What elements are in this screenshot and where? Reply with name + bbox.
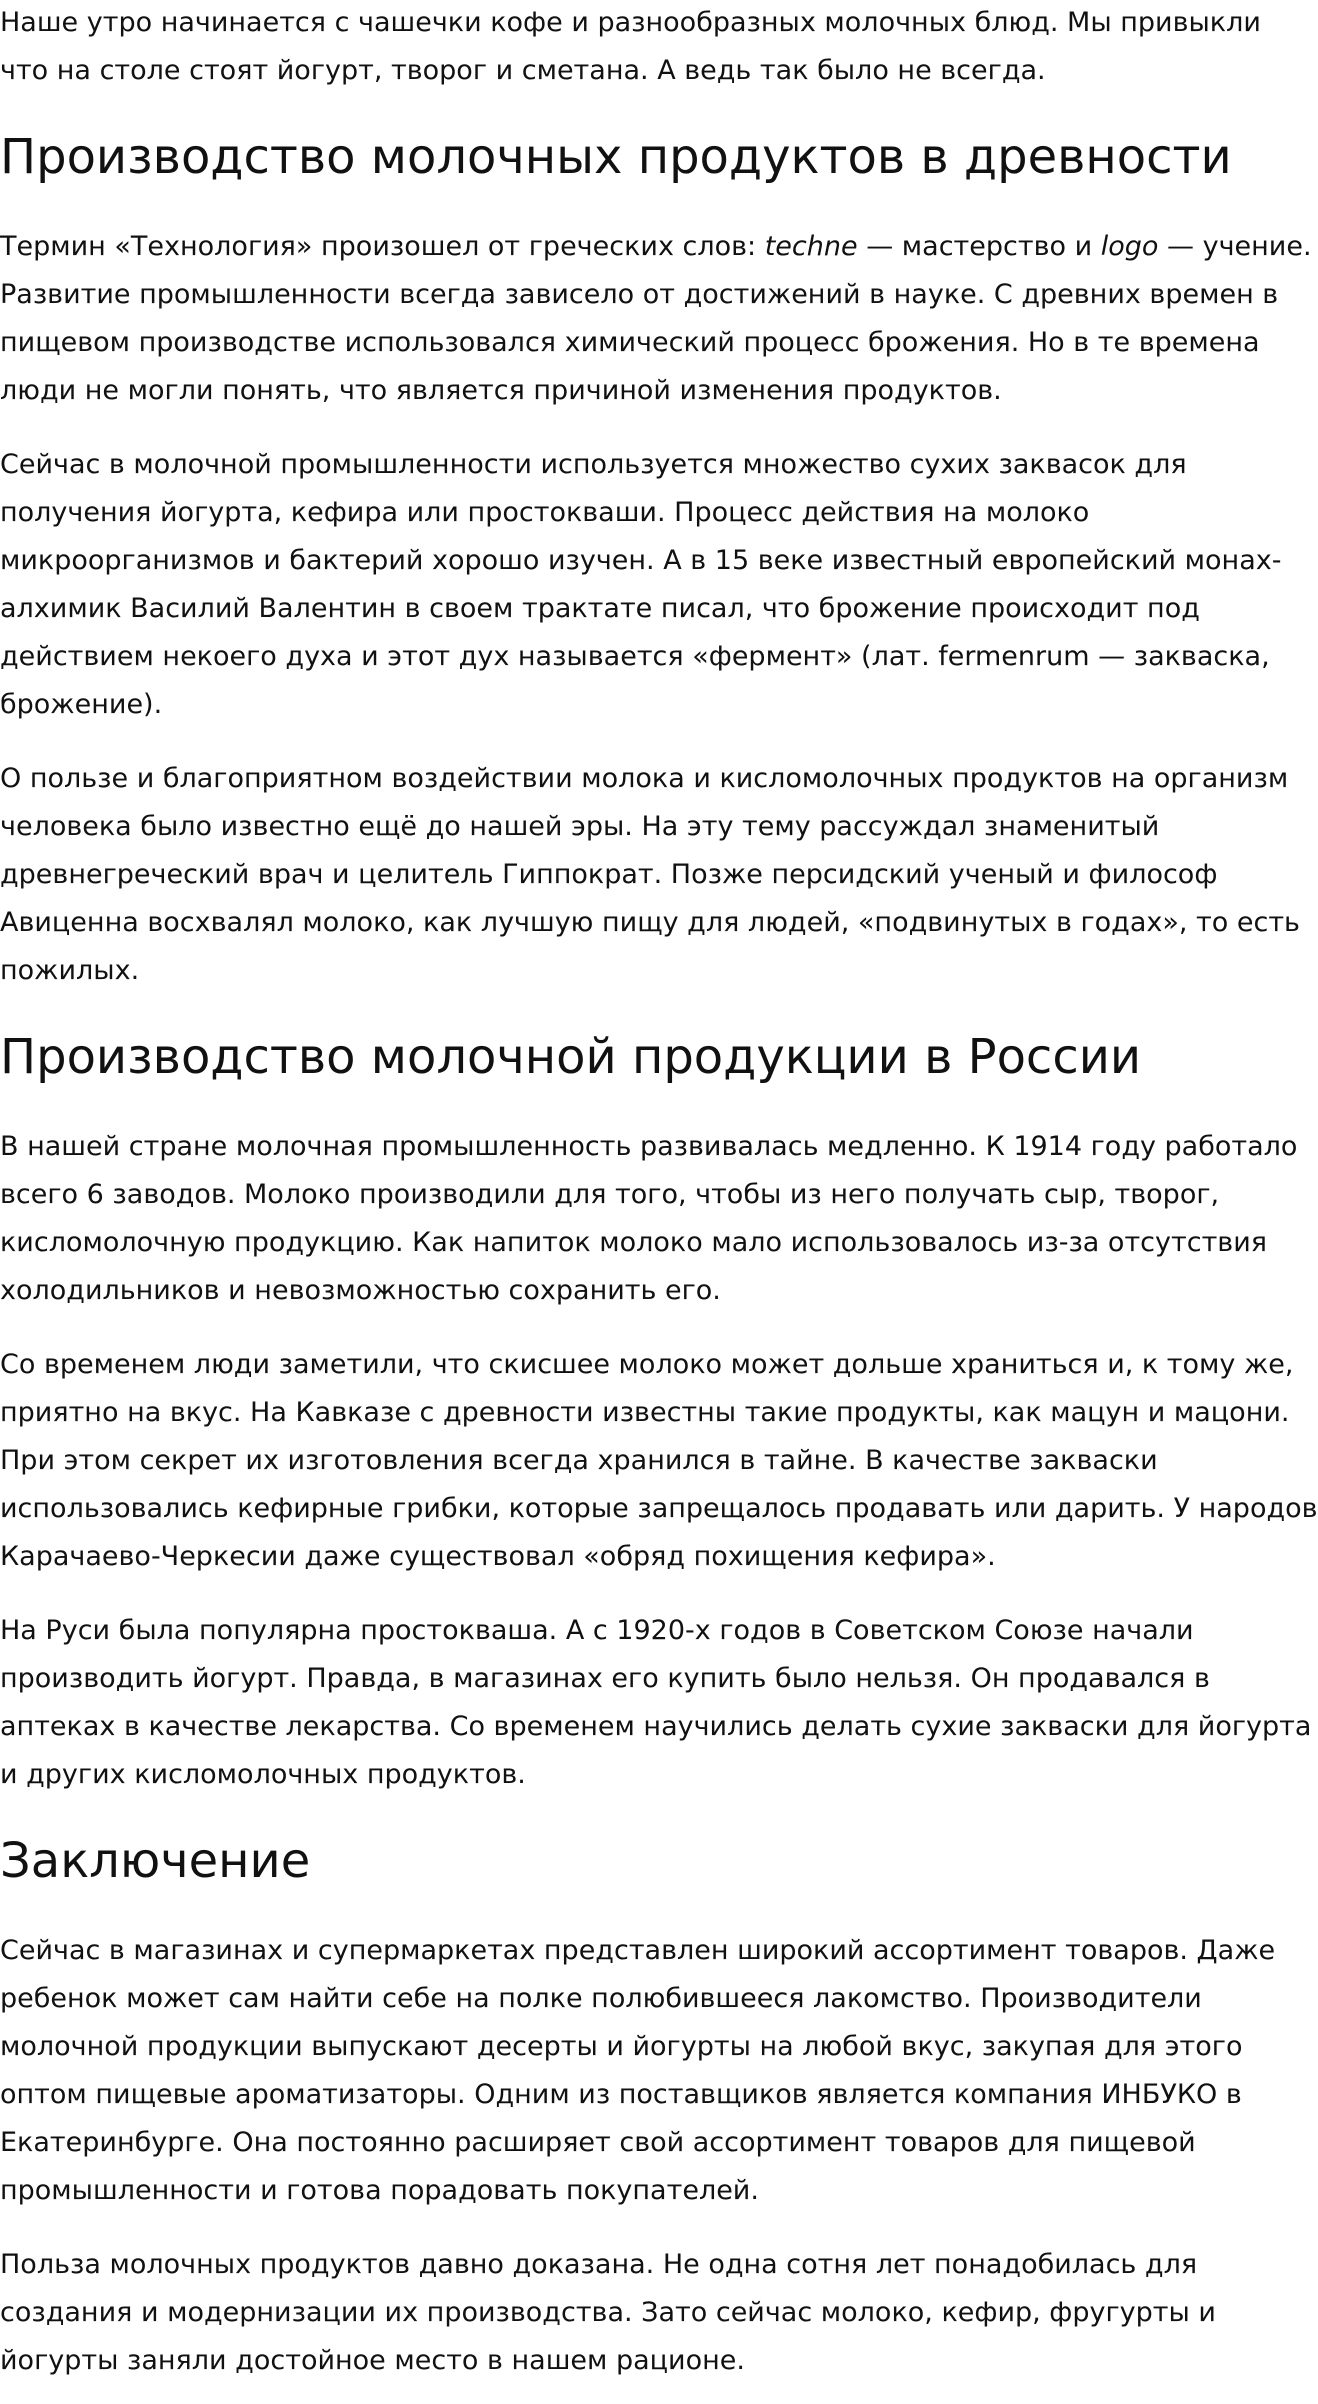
paragraph-assortment: Сейчас в магазинах и супермаркетах представлен широкий ассортимент товаров. Даже ребенок может сам найти себе на полке полюбившееся лакомство. Производители молочной продукции выпускают десерты и йогурты на любой вкус, закупая для этого оптом пищевые ароматизаторы. Одним из поставщиков является компания ИНБУКО в Екатеринбурге. Она постоянно расширяет свой ассортимент товаров для пищевой промышленности и готова порадовать покупателей. [0,1935,1276,2206]
paragraph-russia-industry: В нашей стране молочная промышленность развивалась медленно. К 1914 году работало всего 6 заводов. Молоко производили для того, чтобы из него получать сыр, творог, кисломолочную продукцию. Как напиток молоко мало использовалось из-за отсутствия холодильников и невозможностью сохранить его. [0,1131,1298,1306]
paragraph-benefits: О пользе и благоприятном воздействии молока и кисломолочных продуктов на организм человека было известно ещё до нашей эры. На эту тему рассуждал знаменитый древнегреческий врач и целитель Гиппократ. Позже персидский ученый и философ Авиценна восхвалял молоко, как лучшую пищу для людей, «подвинутых в годах», то есть пожилых. [0,763,1300,986]
heading-conclusion: Заключение [0,1833,311,1889]
paragraph-soviet-yogurt: На Руси была популярна простокваша. А с 1920-х годов в Советском Союзе начали производить йогурт. Правда, в магазинах его купить было нельзя. Он продавался в аптеках в качестве лекарства. Со временем научились делать сухие закваски для йогурта и других кисломолочных продуктов. [0,1615,1312,1790]
intro-paragraph: Наше утро начинается с чашечки кофе и разнообразных молочных блюд. Мы привыкли что на столе стоят йогурт, творог и сметана. А ведь так было не всегда. [0,7,1261,86]
paragraph-caucasus: Со временем люди заметили, что скисшее молоко может дольше храниться и, к тому же, приятно на вкус. На Кавказе с древности известны такие продукты, как мацун и мацони. При этом секрет их изготовления всегда хранился в тайне. В качестве закваски использовались кефирные грибки, которые запрещалось продавать или дарить. У народов Карачаево-Черкесии даже существовал «обряд похищения кефира». [0,1349,1318,1572]
heading-russia-production: Производство молочной продукции в России [0,1029,1142,1085]
paragraph-closing: Польза молочных продуктов давно доказана. Не одна сотня лет понадобилась для создания и модернизации их производства. Зато сейчас молоко, кефир, фругурты и йогурты заняли достойное место в нашем рационе. [0,2249,1216,2376]
paragraph-starters: Сейчас в молочной промышленности используется множество сухих заквасок для получения йогурта, кефира или простокваши. Процесс действия на молоко микроорганизмов и бактерий хорошо изучен. А в 15 веке известный европейский монах- алхимик Василий Валентин в своем трактате писал, что брожение происходит под действием некоего духа и этот дух называется «фермент» (лат. fermenrum — закваска, брожение). [0,449,1282,720]
paragraph-technology: Термин «Технология» произошел от греческих слов: techne — мастерство и logo — учение. Развитие промышленности всегда зависело от достижений в науке. С древних времен в пищевом производстве использовался химический процесс брожения. Но в те времена люди не могли понять, что является причиной изменения продуктов. [0,231,1312,406]
heading-ancient-production: Производство молочных продуктов в древности [0,129,1232,185]
